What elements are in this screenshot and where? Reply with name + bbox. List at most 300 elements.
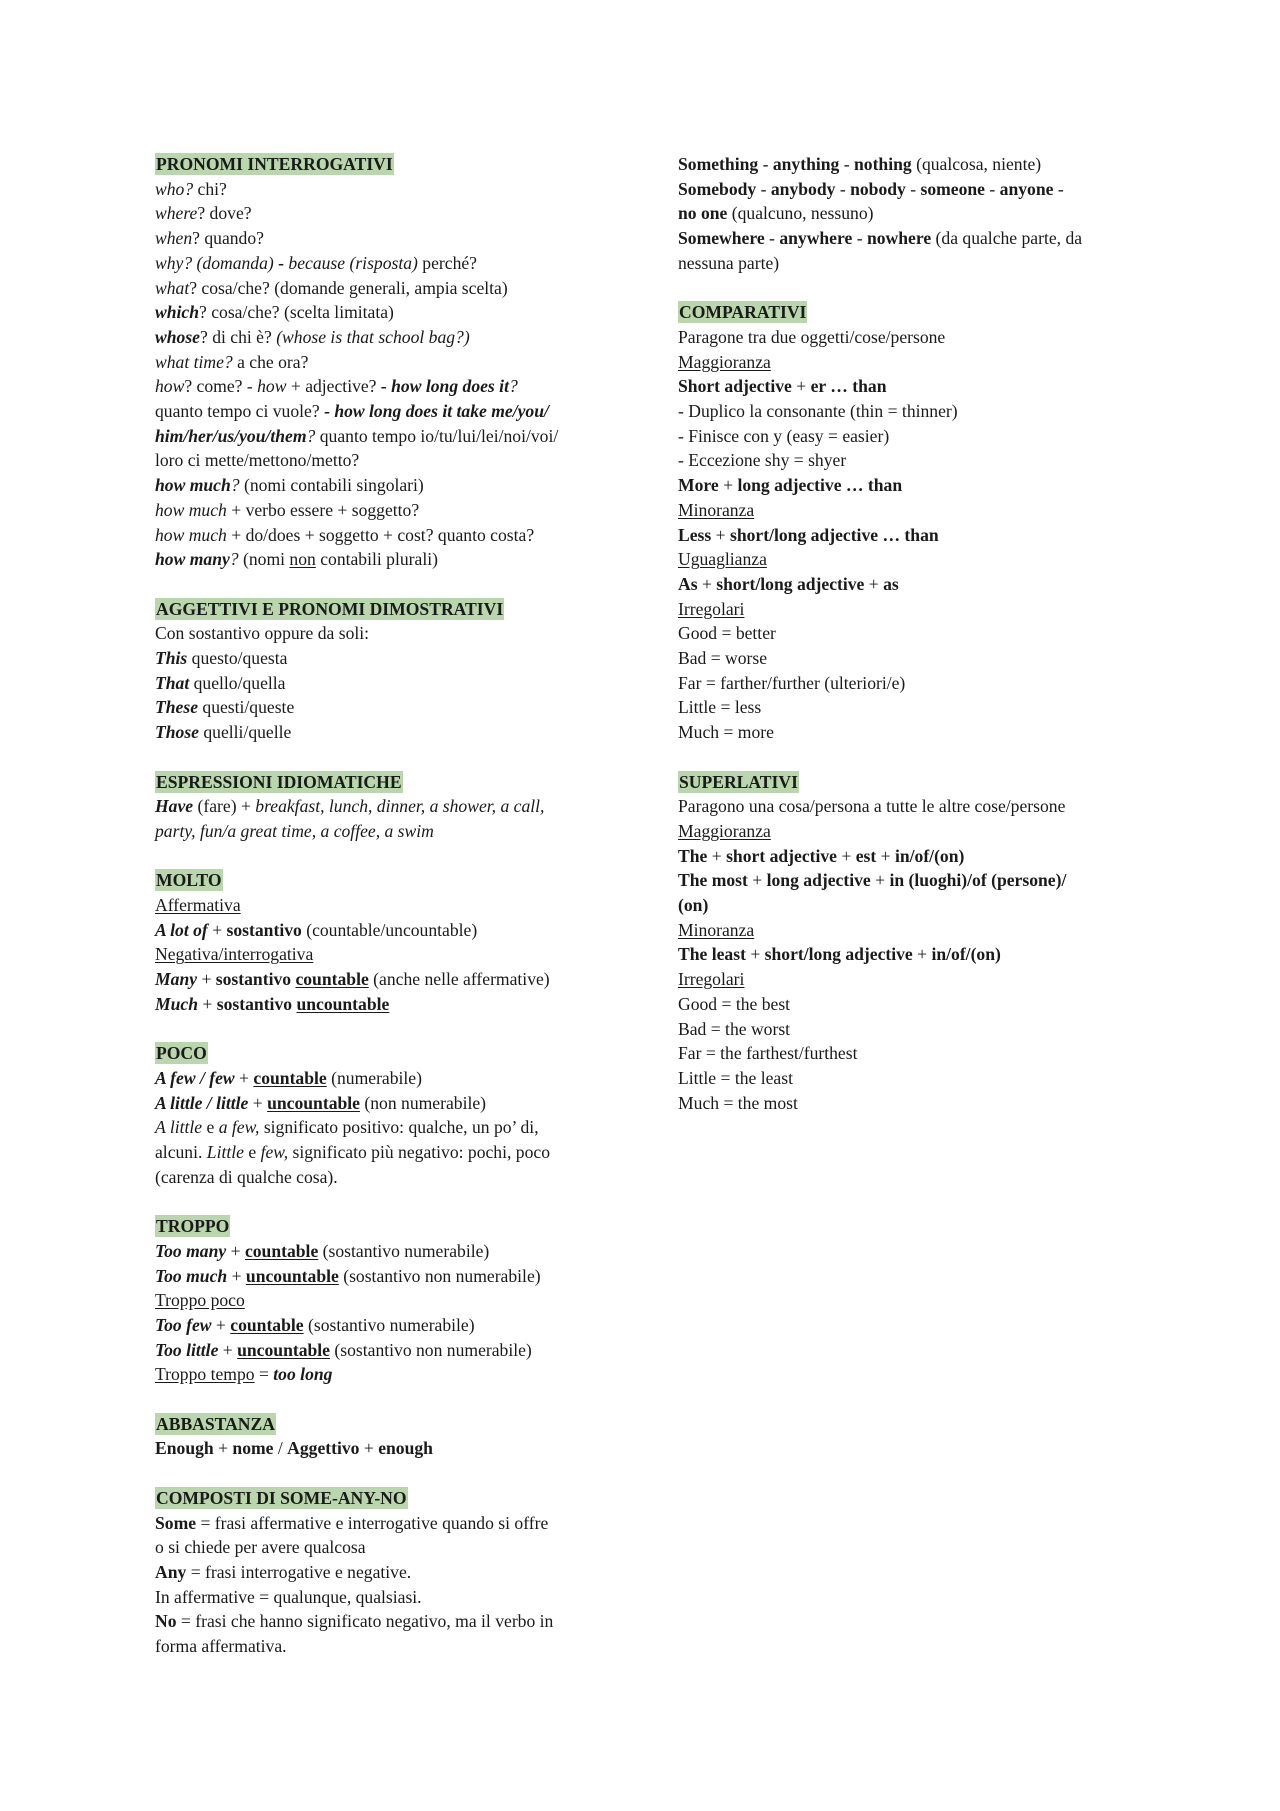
text-line (678, 226, 1148, 251)
text-segment: That (155, 672, 190, 693)
text-segment: Something (678, 154, 759, 174)
section-heading-row (155, 868, 625, 893)
text-line (155, 1511, 625, 1536)
text-segment: - (835, 178, 851, 199)
text-segment: No (155, 1611, 177, 1632)
text-segment: in/of/(on) (931, 944, 1001, 965)
text-segment: e (202, 1117, 219, 1138)
text-line (678, 1091, 1148, 1116)
text-line (155, 448, 625, 473)
text-segment: ? di chi è? (199, 326, 277, 347)
text-segment: A little / little (155, 1092, 249, 1113)
text-segment: how much (155, 524, 227, 545)
text-line (678, 251, 1148, 276)
section-compounds-list (678, 152, 1148, 276)
section-heading: ABBASTANZA (156, 1413, 275, 1434)
text-segment: Too much (155, 1265, 228, 1286)
text-segment: nome (232, 1438, 274, 1459)
text-line (678, 967, 1148, 992)
text-segment: (sostantivo non numerabile) (330, 1339, 532, 1360)
text-segment: in (luoghi)/of (persone)/ (889, 870, 1067, 891)
text-line (155, 819, 625, 844)
section-heading: SUPERLATIVI (679, 771, 798, 792)
text-line (155, 1436, 625, 1461)
text-segment: countable (295, 969, 369, 990)
text-segment: Affermativa (155, 895, 241, 916)
text-line (155, 226, 625, 251)
section-heading-row (155, 1486, 625, 1511)
text-line (678, 399, 1148, 424)
text-line (155, 424, 625, 449)
text-segment: More (678, 475, 719, 496)
text-line (678, 942, 1148, 967)
text-line (678, 1017, 1148, 1042)
text-segment: Maggioranza (678, 820, 771, 841)
text-segment: anything (772, 154, 840, 174)
text-line (155, 350, 625, 375)
text-segment: + (197, 969, 216, 990)
text-segment: Paragone tra due oggetti/cose/persone (678, 326, 946, 347)
text-line (678, 819, 1148, 844)
text-line (678, 572, 1148, 597)
text-segment: + (213, 1438, 233, 1459)
text-segment: Maggioranza (678, 351, 771, 372)
text-line (678, 547, 1148, 572)
text-segment: Troppo poco (155, 1290, 245, 1311)
text-segment: nobody (850, 178, 906, 199)
text-line (155, 473, 625, 498)
section-heading-row (678, 300, 1148, 325)
text-line (155, 276, 625, 301)
text-segment: Somebody (678, 178, 757, 199)
text-segment: + (876, 845, 895, 866)
text-segment: uncountable (267, 1092, 360, 1113)
text-segment: + (218, 1339, 238, 1360)
text-segment: - (905, 178, 921, 199)
text-line (678, 473, 1148, 498)
text-segment: nowhere (866, 228, 932, 249)
text-segment: uncountable (237, 1339, 330, 1360)
text-line (155, 918, 625, 943)
text-segment: The (678, 845, 708, 866)
text-segment: + (747, 870, 767, 891)
section-poco (155, 1041, 625, 1189)
text-segment: + (791, 376, 811, 397)
text-segment: how many (155, 549, 230, 570)
text-segment: + (711, 524, 730, 545)
text-segment: how (257, 376, 287, 397)
text-line (678, 448, 1148, 473)
section-heading: MOLTO (156, 870, 222, 891)
section-heading-row (155, 1214, 625, 1239)
text-segment: short/long adjective … than (729, 524, 939, 545)
text-segment: + (248, 1092, 268, 1113)
section-superlativi (678, 770, 1148, 1116)
text-segment: + do/does + soggetto + cost? quanto costa? (226, 524, 535, 545)
text-segment: + (718, 475, 738, 496)
section-heading: POCO (156, 1043, 207, 1064)
text-line (155, 794, 625, 819)
section-espressioni-idiomatiche (155, 770, 625, 844)
text-segment: enough (378, 1438, 433, 1459)
text-segment: + (864, 573, 884, 594)
text-line (155, 523, 625, 548)
text-segment: alcuni. (155, 1142, 207, 1163)
text-segment: what time? (155, 351, 233, 372)
text-segment: quanto tempo ci vuole? (155, 401, 325, 422)
text-segment: a few, (218, 1117, 260, 1138)
text-segment: whose (155, 326, 200, 347)
text-line (155, 1313, 625, 1338)
text-segment: (carenza di qualche cosa). (155, 1166, 338, 1187)
text-line (155, 1115, 625, 1140)
text-segment: Little = less (678, 697, 762, 718)
text-segment: A little (155, 1117, 203, 1138)
text-line (678, 893, 1148, 918)
text-segment: someone (920, 178, 985, 199)
text-segment: few, (260, 1142, 289, 1163)
text-line (155, 498, 625, 523)
text-segment: Much (155, 993, 199, 1014)
text-line (678, 325, 1148, 350)
text-segment: Much = more (678, 722, 774, 743)
text-segment: quello/quella (189, 672, 286, 693)
text-segment: Much = the most (678, 1092, 798, 1113)
text-line (155, 1634, 625, 1659)
text-segment: - (758, 154, 773, 174)
text-segment: (sostantivo numerabile) (318, 1240, 490, 1261)
text-segment: = (254, 1364, 274, 1385)
text-segment: Good = the best (678, 993, 791, 1014)
text-line (678, 671, 1148, 696)
section-comparativi (678, 300, 1148, 745)
text-line (155, 177, 625, 202)
text-segment: (qualcosa, niente) (911, 154, 1042, 174)
text-segment: uncountable (296, 993, 390, 1014)
text-line (678, 597, 1148, 622)
text-segment: too long (273, 1364, 333, 1385)
text-segment: (anche nelle affermative) (368, 969, 550, 990)
text-segment: Many (155, 969, 198, 990)
text-segment: These (155, 697, 198, 718)
text-line (678, 523, 1148, 548)
section-heading-row (155, 1041, 625, 1066)
text-segment: ? (229, 549, 239, 570)
text-line (155, 621, 625, 646)
text-segment: who? (155, 178, 194, 199)
text-segment: - (764, 228, 780, 249)
text-line (155, 1585, 625, 1610)
text-line (678, 695, 1148, 720)
text-line (155, 1165, 625, 1190)
text-segment: breakfast, lunch, dinner, a shower, a call, (255, 796, 545, 817)
text-segment: In affermative = qualunque, qualsiasi. (155, 1586, 422, 1607)
text-segment: - (852, 228, 867, 249)
text-segment: The most (678, 870, 748, 891)
text-line (678, 992, 1148, 1017)
text-segment: Far = the farthest/furthest (678, 1043, 858, 1064)
text-segment: (numerabile) (326, 1067, 422, 1088)
text-segment: + (912, 944, 932, 965)
section-heading-row (155, 770, 625, 795)
text-segment: sostantivo (216, 993, 297, 1014)
text-segment: questi/queste (198, 697, 295, 718)
text-segment: + (745, 944, 765, 965)
text-segment: how much (155, 499, 227, 520)
text-segment: quelli/quelle (198, 722, 292, 743)
text-segment: in/of/(on) (894, 845, 965, 866)
text-segment: uncountable (245, 1265, 339, 1286)
text-segment: + (207, 919, 227, 940)
text-segment: Less (678, 524, 712, 545)
text-segment: - (756, 178, 771, 199)
text-segment: because (risposta) (288, 252, 418, 273)
text-segment: long adjective … than (737, 475, 903, 496)
section-composti-di-some-any-no (155, 1486, 625, 1659)
section-heading: PRONOMI INTERROGATIVI (156, 154, 393, 174)
text-line (678, 374, 1148, 399)
text-segment: (non numerabile) (359, 1092, 487, 1113)
text-segment: Bad = worse (678, 648, 768, 669)
text-segment: questo/questa (187, 648, 288, 669)
text-segment: A few / few (155, 1067, 235, 1088)
text-segment: how much (155, 475, 231, 496)
text-segment: what (155, 277, 190, 298)
text-segment: (qualcuno, nessuno) (727, 203, 874, 224)
text-line (678, 498, 1148, 523)
text-line (155, 300, 625, 325)
text-line (678, 1041, 1148, 1066)
text-line (155, 1560, 625, 1585)
text-segment: ? quando? (192, 228, 264, 249)
text-segment: + (211, 1314, 231, 1335)
text-segment: Uguaglianza (678, 549, 767, 570)
text-line (155, 1066, 625, 1091)
text-line (155, 201, 625, 226)
text-segment: / (273, 1438, 288, 1459)
text-line (678, 918, 1148, 943)
text-segment: long adjective (766, 870, 871, 891)
text-segment: + (226, 1240, 245, 1261)
text-segment: This (155, 648, 188, 669)
text-segment: short/long adjective (764, 944, 913, 965)
text-line (678, 201, 1148, 226)
text-segment: The least (678, 944, 746, 965)
text-segment: Bad = the worst (678, 1018, 791, 1039)
text-segment: sostantivo (215, 969, 296, 990)
text-segment: + (359, 1438, 379, 1459)
text-segment: anyone (999, 178, 1054, 199)
text-segment: - Duplico la consonante (thin = thinner) (678, 401, 958, 422)
text-segment: (sostantivo numerabile) (303, 1314, 475, 1335)
text-segment: significato più negativo: pochi, poco (288, 1142, 550, 1163)
text-segment: (fare) + (193, 796, 256, 817)
text-segment: = frasi interrogative e negative. (186, 1561, 412, 1582)
text-segment: + (697, 573, 717, 594)
text-line (678, 621, 1148, 646)
text-segment: = frasi che hanno significato negativo, ma il verbo in (176, 1611, 554, 1632)
text-segment: Minoranza (678, 919, 755, 940)
text-segment: Those (155, 722, 199, 743)
text-line (678, 152, 1148, 177)
text-segment: anywhere (779, 228, 853, 249)
text-segment: (nomi contabili singolari) (239, 475, 424, 496)
text-segment: Con sostantivo oppure da soli: (155, 623, 370, 644)
text-segment: Paragono una cosa/persona a tutte le altre cose/persone (678, 796, 1066, 817)
text-segment: ? come? - (184, 376, 258, 397)
text-segment: when (155, 228, 193, 249)
section-heading-row (155, 1412, 625, 1437)
text-segment: ? cosa/che? (domande generali, ampia scelta) (189, 277, 508, 298)
text-segment: + adjective? (286, 376, 381, 397)
text-segment: forma affermativa. (155, 1636, 287, 1657)
section-abbastanza (155, 1412, 625, 1461)
text-segment: contabili plurali) (315, 549, 438, 570)
section-heading-row (155, 597, 625, 622)
text-segment: Too many (155, 1240, 227, 1261)
text-segment: - (984, 178, 1000, 199)
text-segment: est (855, 845, 877, 866)
text-segment: loro ci mette/mettono/metto? (155, 450, 360, 471)
text-segment: (nomi (238, 549, 290, 570)
text-segment: where (155, 203, 198, 224)
text-segment: ? (230, 475, 240, 496)
text-line (155, 992, 625, 1017)
text-segment: er … than (810, 376, 887, 397)
text-segment: Some (155, 1512, 197, 1533)
text-segment: him/her/us/you/them (155, 425, 307, 446)
section-heading: COMPOSTI DI SOME-ANY-NO (156, 1487, 407, 1508)
text-line (678, 646, 1148, 671)
text-line (678, 794, 1148, 819)
section-troppo (155, 1214, 625, 1387)
text-segment: - how long does it (380, 376, 509, 397)
text-segment: party, fun/a great time, a coffee, a swim (155, 820, 434, 841)
right-column (678, 152, 1148, 1140)
text-segment: a che ora? (232, 351, 309, 372)
text-segment: (whose is that school bag?) (276, 326, 470, 347)
text-line (678, 424, 1148, 449)
text-segment: quanto tempo io/tu/lui/lei/noi/voi/ (315, 425, 559, 446)
text-segment: As (678, 573, 698, 594)
text-line (155, 893, 625, 918)
text-segment: countable (230, 1314, 304, 1335)
section-aggettivi-e-pronomi-dimostrativi (155, 597, 625, 745)
text-segment: Minoranza (678, 499, 755, 520)
text-line (678, 868, 1148, 893)
text-segment: + (234, 1067, 254, 1088)
text-line (155, 671, 625, 696)
text-line (155, 374, 625, 399)
text-segment: Negativa/interrogativa (155, 944, 314, 965)
text-segment: Somewhere (678, 228, 765, 249)
text-line (155, 325, 625, 350)
text-segment: Too few (155, 1314, 212, 1335)
text-segment: + (836, 845, 856, 866)
text-segment: nessuna parte) (678, 252, 780, 273)
text-line (155, 646, 625, 671)
text-segment: - Eccezione shy = shyer (678, 450, 847, 471)
text-segment: - Finisce con y (easy = easier) (678, 425, 890, 446)
text-line (155, 967, 625, 992)
text-line (155, 547, 625, 572)
text-line (678, 720, 1148, 745)
text-segment: significato positivo: qualche, un po’ di, (259, 1117, 539, 1138)
text-line (155, 1264, 625, 1289)
text-segment: - how long does it take me/you/ (324, 401, 549, 422)
text-segment: (countable/uncountable) (301, 919, 478, 940)
text-segment: + (227, 1265, 246, 1286)
text-line (678, 844, 1148, 869)
left-column (155, 152, 625, 1683)
text-segment: + (707, 845, 727, 866)
text-line (678, 1066, 1148, 1091)
text-segment: how (155, 376, 185, 397)
text-line (155, 399, 625, 424)
text-segment: Too little (155, 1339, 219, 1360)
text-segment: short/long adjective (716, 573, 865, 594)
section-pronomi-interrogativi (155, 152, 625, 572)
section-heading-row (678, 770, 1148, 795)
text-line (155, 1535, 625, 1560)
text-line (155, 1609, 625, 1634)
text-segment: Aggettivo (287, 1438, 360, 1459)
text-line (155, 1091, 625, 1116)
text-segment: no one (678, 203, 728, 224)
text-segment: non (289, 549, 316, 570)
text-segment: countable (253, 1067, 327, 1088)
text-line (678, 177, 1148, 202)
text-segment: + (870, 870, 890, 891)
text-segment: ? (508, 376, 518, 397)
text-segment: = frasi affermative e interrogative quando si offre (196, 1512, 549, 1533)
text-segment: e (243, 1142, 261, 1163)
text-line (155, 1338, 625, 1363)
section-heading: COMPARATIVI (679, 302, 807, 323)
text-line (155, 1239, 625, 1264)
text-line (155, 1288, 625, 1313)
text-line (678, 350, 1148, 375)
text-segment: Troppo tempo (155, 1364, 255, 1385)
text-line (155, 251, 625, 276)
text-segment: ? cosa/che? (scelta limitata) (199, 302, 394, 323)
text-segment: countable (244, 1240, 319, 1261)
text-segment: anybody (770, 178, 836, 199)
text-segment: Far = farther/further (ulteriori/e) (678, 672, 906, 693)
text-segment: Little = the least (678, 1067, 793, 1088)
text-segment: nothing (853, 154, 912, 174)
text-line (155, 720, 625, 745)
text-segment: sostantivo (226, 919, 302, 940)
section-molto (155, 868, 625, 1016)
text-segment: A lot of (155, 919, 208, 940)
text-segment: o si chiede per avere qualcosa (155, 1537, 366, 1558)
text-segment: ? (306, 425, 316, 446)
text-segment: which (155, 302, 200, 323)
section-heading: AGGETTIVI E PRONOMI DIMOSTRATIVI (156, 598, 504, 619)
text-segment: Irregolari (678, 598, 745, 619)
text-line (155, 1362, 625, 1387)
text-segment: Enough (155, 1438, 214, 1459)
text-line (155, 1140, 625, 1165)
text-segment: short adjective (726, 845, 837, 866)
section-heading: TROPPO (156, 1216, 230, 1237)
text-segment: + verbo essere + soggetto? (226, 499, 420, 520)
text-segment: perché? (417, 252, 477, 273)
text-segment: why? (domanda) (155, 252, 274, 273)
text-segment: - (839, 154, 854, 174)
text-segment: Any (155, 1561, 187, 1582)
